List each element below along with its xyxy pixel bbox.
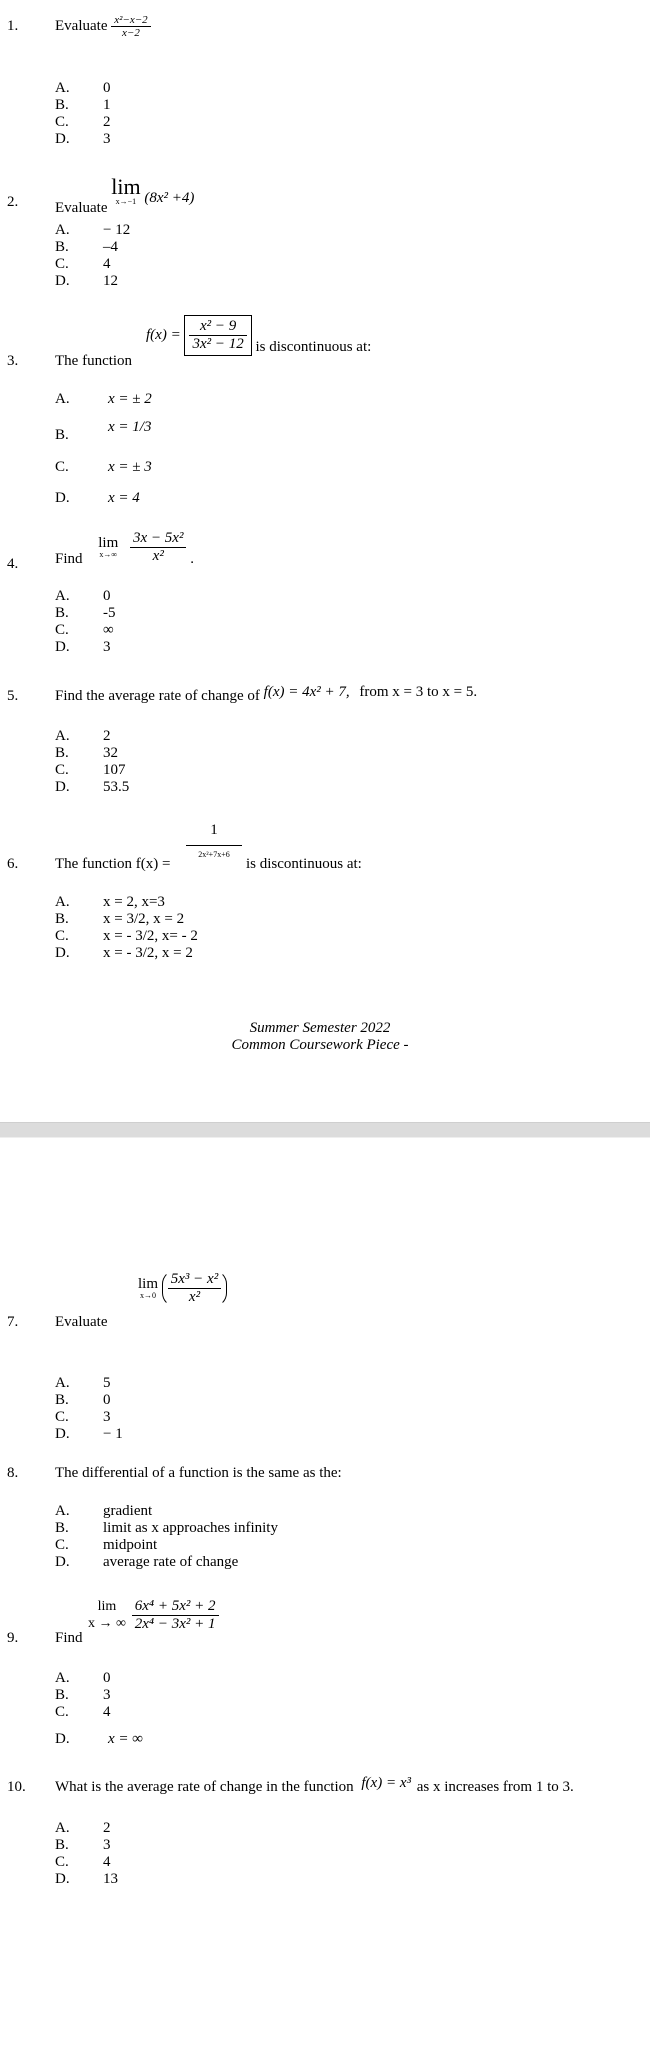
question-number: 6. xyxy=(7,856,19,872)
question-number: 8. xyxy=(7,1465,19,1481)
question-number: 4. xyxy=(7,556,19,572)
question-stem: Find the average rate of change of f(x) = 4x² + 7, from x = 3 to x = 5. xyxy=(55,684,478,704)
page-footer xyxy=(0,1020,650,1054)
question-stem: What is the average rate of change in the function f(x) = x³ as x increases from 1 to 3. xyxy=(55,1775,574,1795)
limit-operator: lim x → ∞ xyxy=(88,1599,126,1631)
function-definition: f(x) = $\frac{\text{x² − 9}}{\text{3x² − 12}}$ is discontinuous at: xyxy=(146,315,371,356)
bracket-expression xyxy=(184,315,251,356)
footer-coursework: Common Coursework Piece - xyxy=(231,1037,409,1053)
question-stem: The differential of a function is the same as the: xyxy=(55,1465,342,1481)
option-a[interactable]: A. x = ± 2 xyxy=(55,391,152,407)
fraction: $\frac{\text{6x⁴ + 5x² + 2}}{\text{2x⁴ − 3x² + 1}}$ xyxy=(132,1598,219,1633)
question-stem: The function xyxy=(55,353,133,369)
question-stem: Find xyxy=(55,1630,83,1646)
fraction: $\frac{\text{5x³ − x²}}{\text{x²}}$ xyxy=(168,1271,221,1306)
question-stem: The function f(x) = xyxy=(55,856,171,872)
page-break xyxy=(0,1122,650,1138)
limit-operator: lim x→0 xyxy=(138,1276,159,1300)
limit-expression xyxy=(88,1598,219,1633)
fraction: $\frac{\text{3x − 5x²}}{\text{x²}}$ xyxy=(130,530,186,565)
question-number: 3. xyxy=(7,353,19,369)
limit-operator: lim x→−1 xyxy=(111,174,141,206)
question-stem: Find lim x→∞ $\frac{\text{3x − 5x²}}{\text{x²}}$ . xyxy=(55,530,194,567)
footer-semester: Summer Semester 2022 xyxy=(249,1020,391,1036)
question-number: 10. xyxy=(7,1779,26,1795)
question-number: 1. xyxy=(7,18,19,34)
question-stem: Evaluate xyxy=(55,1314,108,1330)
paren-expression xyxy=(162,1270,227,1307)
question-number: 2. xyxy=(7,194,19,210)
question-tail: is discontinuous at: xyxy=(246,856,362,872)
option-c[interactable]: C. x = ± 3 xyxy=(55,459,152,475)
question-stem: Evaluate lim x→−1 (8x² +4) xyxy=(55,174,195,217)
fraction: $\frac{1}{\text{2x²+7x+6}}$ xyxy=(186,822,242,859)
limit-expression xyxy=(138,1270,227,1307)
option-d[interactable]: D. x = 4 xyxy=(55,490,140,506)
question-number: 7. xyxy=(7,1314,19,1330)
limit-operator: lim x→∞ xyxy=(98,535,119,559)
fraction: $\frac{\text{x² − 9}}{\text{3x² − 12}}$ xyxy=(189,318,246,353)
question-number: 9. xyxy=(7,1630,19,1646)
function-fraction xyxy=(186,822,242,859)
option-b[interactable]: B. x = 1/3 xyxy=(55,419,152,443)
question-number: 5. xyxy=(7,688,19,704)
question-stem: Evaluate $\frac{\text{x²−x−2}}{x-2}$ xyxy=(55,14,151,39)
fraction: $\frac{\text{x²−x−2}}{x-2}$ xyxy=(111,14,150,39)
